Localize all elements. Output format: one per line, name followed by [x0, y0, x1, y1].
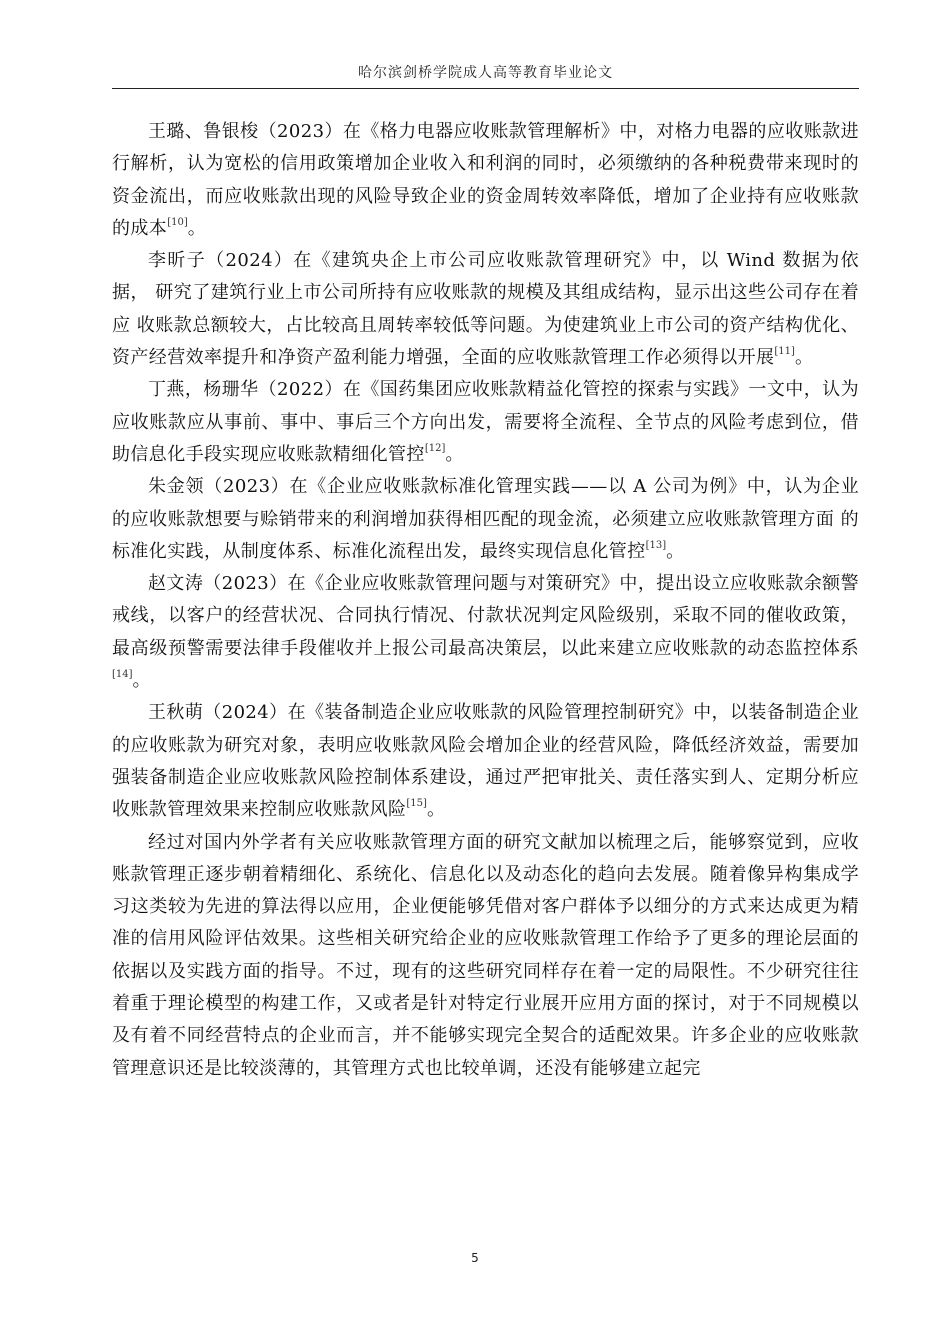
paragraph: [112, 471, 859, 568]
paragraph: [112, 697, 859, 826]
header-divider: [112, 88, 859, 89]
page-number: 5: [471, 1251, 479, 1265]
paragraph: [112, 568, 859, 697]
paragraph-end: 。: [426, 799, 446, 821]
paragraph: [112, 374, 859, 471]
citation-marker: [14]: [112, 669, 133, 681]
paragraph-end: 。: [666, 540, 685, 562]
paragraph-text: 王璐、鲁银梭（2023）在《格力电器应收账款管理解析》中，对格力电器的应收账款进行解析，认为宽松的信用政策增加企业收入和利润的同时，必须缴纳的各种税费带来现时的资金流出，而应收账款出现的风险导致企业的资金周转效率降低，增加了企业持有应收账款的成本: [112, 121, 859, 239]
paragraph-text: 朱金领（2023）在《企业应收账款标准化管理实践——以 A 公司为例》中，认为企业 的应收账款想要与赊销带来的利润增加获得相匹配的现金流，必须建立应收账款管理方面 的标准化实践，从制度体系、标准化流程出发，最终实现信息化管控: [112, 476, 859, 562]
paragraph-text: 赵文涛（2023）在《企业应收账款管理问题与对策研究》中，提出设立应收账款余额警戒线，以客户的经营状况、合同执行情况、付款状况判定风险级别，采取不同的催收政策，最高级预警需要法律手段催收并上报公司最高决策层，以此来建立应收账款的动态监控体系: [112, 573, 859, 659]
paragraph: [112, 245, 859, 374]
page-header: 哈尔滨剑桥学院成人高等教育毕业论文: [358, 65, 613, 81]
paragraph: [112, 827, 859, 1085]
paragraph: [112, 116, 859, 245]
citation-marker: [15]: [406, 798, 427, 810]
document-body: [112, 116, 859, 1085]
citation-marker: [13]: [645, 539, 667, 551]
paragraph-text: 经过对国内外学者有关应收账款管理方面的研究文献加以梳理之后，能够察觉到，应收账款管理正逐步朝着精细化、系统化、信息化以及动态化的趋向去发展。随着像异构集成学习这类较为先进的算法得以应用，企业便能够凭借对客户群体予以细分的方式来达成更为精准的信用风险评估效果。这些相关研究给企业的应收账款管理工作给予了更多的理论层面的依据以及实践方面的指导。不过，现有的这些研究同样存在着一定的局限性。不少研究往往着重于理论模型的构建工作，又或者是针对特定行业展开应用方面的探讨，对于不同规模以及有着不同经营特点的企业而言，并不能够实现完全契合的适配效果。许多企业的应收账款管理意识还是比较淡薄的，其管理方式也比较单调，还没有能够建立起完: [112, 831, 859, 1079]
paragraph-end: 。: [445, 443, 464, 465]
paragraph-end: 。: [187, 217, 207, 239]
citation-marker: [11]: [774, 346, 795, 358]
paragraph-text: 李昕子（2024）在《建筑央企上市公司应收账款管理研究》中，以 Wind 数据为依据， 研究了建筑行业上市公司所持有应收账款的规模及其组成结构，显示出这些公司存在着应 收账款总额较大，占比较高且周转率较低等问题。为使建筑业上市公司的资产结构优化、 资产经营效率提升和净资产盈利能力增强，全面的应收账款管理工作必须得以开展: [112, 250, 859, 369]
paragraph-end: 。: [794, 347, 814, 369]
paragraph-end: 。: [132, 670, 151, 692]
paragraph-text: 王秋萌（2024）在《装备制造企业应收账款的风险管理控制研究》中，以装备制造企业的应收账款为研究对象，表明应收账款风险会增加企业的经营风险，降低经济效益，需要加强装备制造企业应收账款风险控制体系建设，通过严把审批关、责任落实到人、定期分析应收账款管理效果来控制应收账款风险: [112, 702, 859, 821]
paragraph-text: 丁燕，杨珊华（2022）在《国药集团应收账款精益化管控的探索与实践》一文中，认为应收账款应从事前、事中、事后三个方向出发，需要将全流程、全节点的风险考虑到位，借助信息化手段实现应收账款精细化管控: [112, 379, 859, 465]
citation-marker: [10]: [167, 216, 188, 228]
citation-marker: [12]: [424, 442, 446, 454]
